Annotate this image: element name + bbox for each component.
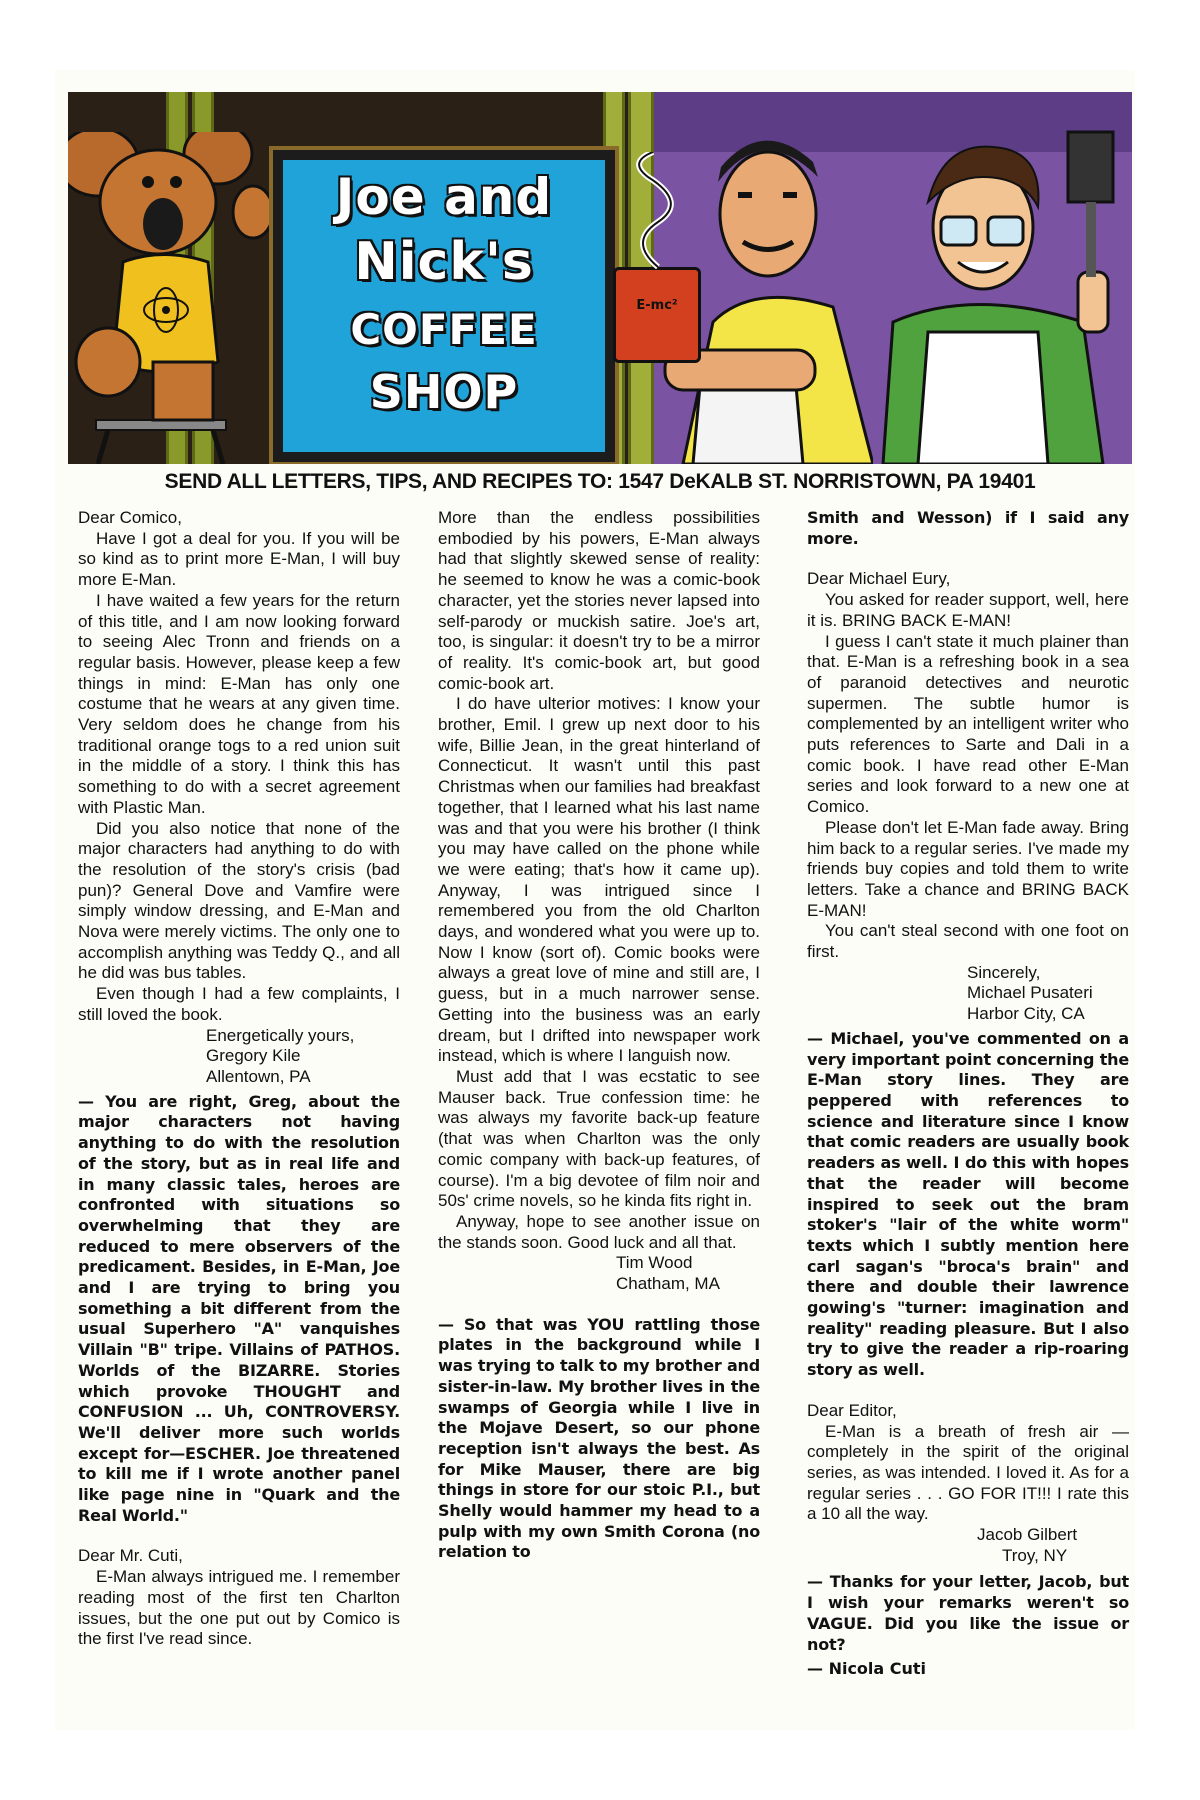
signature-location: Allentown, PA xyxy=(206,1066,311,1086)
letter-paragraph: You can't steal second with one foot on first. xyxy=(807,921,1129,962)
editor-signoff: — Nicola Cuti xyxy=(807,1659,927,1679)
letter-paragraph: I do have ulterior motives: I know your brother, Emil. I grew up next door to his wife, Billie Jean, in the great hinterland of Connecticut. It wasn't until this past Christmas when our families had breakfast together, that I learned what his last name was and that you were his brother (I think you may have called on the phone while we were eating; that's how it came up). Anyway, I was intrigued since I remembered you from the old Charlton days, and wondered what you were up to. Now I know (sort of). Comic books were always a great love of mine and still are, I guess, but in a much narrower sense. Getting into the business was an early dream, but I drifted into newspaper work instead, which is where I languish now. xyxy=(438,694,760,1066)
steam-icon xyxy=(608,152,698,272)
signature-line: Sincerely, xyxy=(967,962,1041,982)
letter-paragraph: E-Man always intrigued me. I remember reading most of the first ten Charlton issues, but the one put out by Comico is the first I've read since. xyxy=(78,1567,400,1649)
sign-line-2: Nick's xyxy=(354,232,534,292)
editor-response: — So that was YOU rattling those plates in the background while I was trying to talk to my brother and sister-in-law. My brother lives in the swamps of Georgia while I live in the Mojave Desert, so our phone reception isn't always the best. As for Mike Mauser, there are big things in store for our stoic P.I., but Shelly would hammer my head to a pulp with my own Smith Corona (no relation to xyxy=(438,1314,760,1562)
editor-response: — You are right, Greg, about the major characters not having anything to do with the resolution of the story, but as in real life and in many classic tales, heroes are confronted with situations so overwhelming that they are reduced to mere observers of the predicament. Besides, in E-Man, Joe and I are trying to bring you something a bit different from the usual Superhero "A" vanquishes Villain "B" tripe. Villains of PATHOS. Worlds of the BIZARRE. Stories which provoke THOUGHT and CONFUSION ... Uh, CONTROVERSY. We'll deliver more such worlds except for—ESCHER. Joe threatened to kill me if I wrote another panel like page nine in "Quark and the Real World." xyxy=(78,1091,400,1525)
nick-character xyxy=(873,122,1132,464)
sign-line-3: COFFEE xyxy=(350,305,538,354)
editor-response-continued: Smith and Wesson) if I said any more. xyxy=(807,508,1129,548)
salutation: Dear Comico, xyxy=(78,508,182,527)
letter-paragraph: Even though I had a few complaints, I still loved the book. xyxy=(78,984,400,1024)
signature-location: Chatham, MA xyxy=(616,1274,720,1294)
letter-paragraph: Did you also notice that none of the major characters had anything to do with the resolution of the story's crisis (bad pun)? General Dove and Vamfire were simply window dressing, and E-Man and Nova were merely victims. The only one to accomplish anything was Teddy Q., and all he did was bus tables. xyxy=(78,818,400,983)
sign-line-1: Joe and xyxy=(335,168,553,226)
signature-name: Gregory Kile xyxy=(206,1046,301,1066)
salutation: Dear Mr. Cuti, xyxy=(78,1546,183,1566)
letter-paragraph: Please don't let E-Man fade away. Bring him back to a regular series. I've made my friends buy copies and told them to write letters. Take a chance and BRING BACK E-MAN! xyxy=(807,817,1129,920)
letter-paragraph: Anyway, hope to see another issue on the stands soon. Good luck and all that. xyxy=(438,1211,760,1252)
sign-line-4: SHOP xyxy=(369,365,519,419)
header-illustration xyxy=(68,92,1132,464)
salutation: Dear Michael Eury, xyxy=(807,569,951,589)
signature-line: Energetically yours, xyxy=(206,1025,355,1045)
teddy-bear-character xyxy=(68,132,278,464)
letter-paragraph: I have waited a few years for the return of this title, and I am now looking forward to seeing Alec Tronn and friends on a regular basis. However, please keep a few things in mind: E-Man has only one costume that he wears at any given time. Very seldom does he change from his traditional orange togs to a red union suit in the middle of a story. I think this has something to do with a secret agreement with Plastic Man. xyxy=(78,590,400,817)
letters-column-1 xyxy=(78,508,400,1650)
coffee-mug xyxy=(613,267,701,363)
signature-location: Harbor City, CA xyxy=(967,1004,1085,1024)
letter-paragraph: Have I got a deal for you. If you will be so kind as to print more E-Man, I will buy more E-Man. xyxy=(78,528,400,590)
letters-column-3 xyxy=(807,508,1129,1680)
letter-paragraph: I guess I can't state it much plainer than that. E-Man is a refreshing book in a sea of paranoid detectives and neurotic supermen. The subtle humor is complemented by an intelligent writer who puts references to Sarte and Dali in a comic book. I have read other E-Man series and look forward to a new one at Comico. xyxy=(807,631,1129,817)
salutation: Dear Editor, xyxy=(807,1400,897,1420)
signature-name: Tim Wood xyxy=(616,1253,693,1273)
signature-name: Michael Pusateri xyxy=(967,983,1093,1003)
signature-location: Troy, NY xyxy=(1002,1545,1068,1565)
letter-paragraph: More than the endless possibilities embodied by his powers, E-Man always had that slightly skewed sense of reality: he seemed to know he was a comic-book character, yet the stories never lapsed into self-parody or muckish satire. Joe's art, too, is singular: it doesn't try to be a mirror of reality. It's comic-book art, but good comic-book art. xyxy=(438,508,760,693)
mug-label: E-mc² xyxy=(636,298,678,313)
letters-column-2 xyxy=(438,508,760,1563)
signature-name: Jacob Gilbert xyxy=(977,1525,1078,1545)
letter-paragraph: Must add that I was ecstatic to see Mauser back. True confession time: he was always my favorite back-up feature (that was when Charlton was the only comic company with back-up features, of course). I'm a big devotee of film noir and 50s' crime novels, so he kinda fits right in. xyxy=(438,1066,760,1211)
letter-paragraph: E-Man is a breath of fresh air — completely in the spirit of the original series, as was intended. I loved it. As for a regular series . . . GO FOR IT!!! I rate this a 10 all the way. xyxy=(807,1421,1129,1524)
coffee-shop-sign xyxy=(273,150,615,462)
letter-paragraph: You asked for reader support, well, here it is. BRING BACK E-MAN! xyxy=(807,590,1129,630)
editor-response: — Michael, you've commented on a very important point concerning the E-Man story lines. They are peppered with references to science and literature since I know that comic readers are usually book readers as well. I do this with hopes that the reader will become inspired to seek out the bram stoker's "lair of the white worm" texts which I subtly mention here carl sagan's "broca's brain" and there and double their lawrence gowing's "turner: imagination and reality" reading pleasure. But I also try to give the reader a rip-roaring story as well. xyxy=(807,1028,1129,1380)
editor-response: — Thanks for your letter, Jacob, but I wish your remarks weren't so VAGUE. Did you like the issue or not? xyxy=(807,1572,1129,1654)
mailing-address-header: SEND ALL LETTERS, TIPS, AND RECIPES TO: 1547 DeKALB ST. NORRISTOWN, PA 19401 xyxy=(164,470,1036,493)
